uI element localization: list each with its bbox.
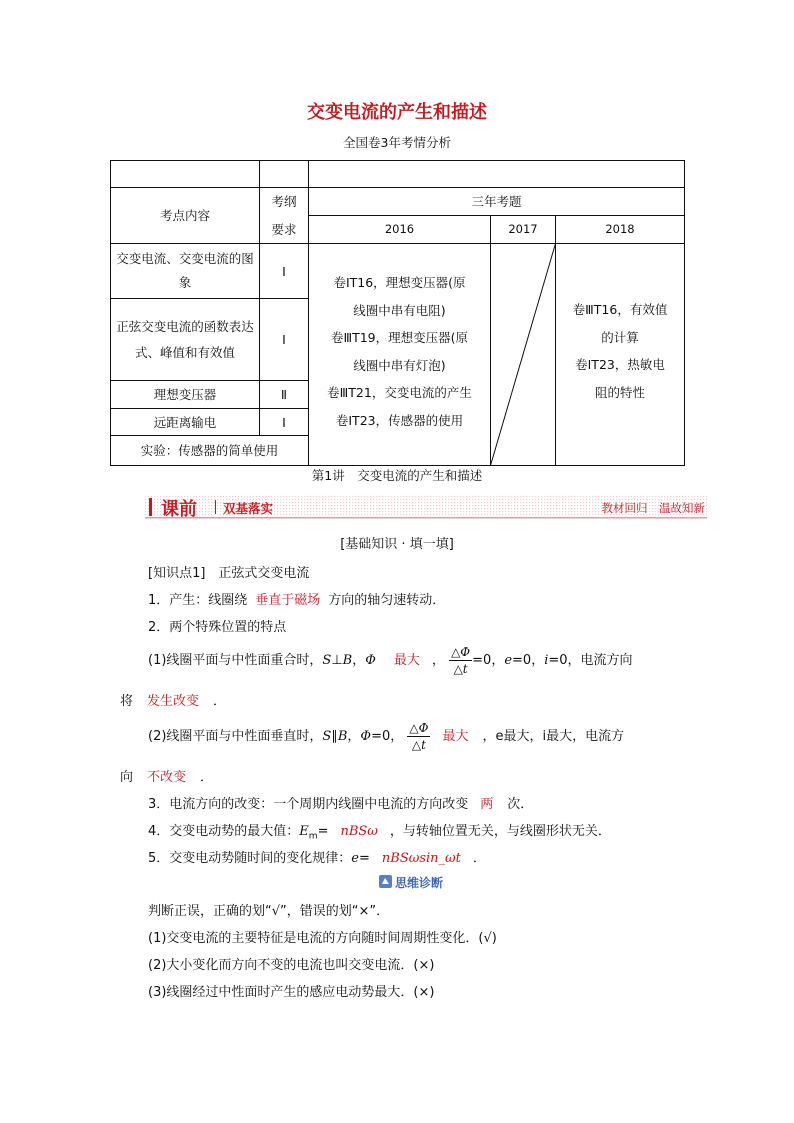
text: ，与转轴位置无关，与线圈形状无关． <box>389 824 611 839</box>
var-e: e <box>351 851 359 866</box>
line-7 <box>148 847 486 866</box>
text: 4．交变电动势的最大值： <box>148 824 300 839</box>
var-S: S <box>322 653 332 668</box>
exam-table <box>0 0 794 500</box>
var-B: B <box>342 653 353 668</box>
text: 1．产生：线圈绕 <box>148 593 248 608</box>
section-title: [基础知识 · 填一填] <box>340 537 454 552</box>
row-req: Ⅰ <box>282 263 286 279</box>
text: =0， <box>512 653 545 668</box>
line-3: (1)线圈平面与中性面重合时，S⊥B，Φ 最大 ， $\frac{\triangle\Phi}{\triangle t}$ =0，e=0，i=0，电流方向 <box>148 645 633 676</box>
cell-2016-line: 卷ⅢT19，理想变压器(原 <box>330 330 469 345</box>
cell-2018-line: 阻的特性 <box>594 384 645 400</box>
line-1 <box>148 589 445 608</box>
fill-answer: nBSωsin_ωt <box>381 851 461 866</box>
row-content-experiment: 实验：传感器的简单使用 <box>140 443 279 458</box>
section-banner <box>145 496 707 520</box>
judge-instruction: 判断正误，正确的划“√”，错误的划“×”． <box>148 904 390 919</box>
row-req: Ⅱ <box>280 387 288 402</box>
cell-2016-line: 卷ⅠT23，传感器的使用 <box>335 412 464 428</box>
text: e最大， <box>495 729 543 744</box>
fill-answer: nBSω <box>340 824 378 839</box>
judge-item: (3)线圈经过中性面时产生的感应电动势最大．(×) <box>148 985 435 1000</box>
knowledge-point-1: [知识点1] 正弦式交变电流 <box>148 566 310 581</box>
banner-big: 课前 <box>161 499 197 520</box>
cell-2016-line: 线圈中串有电阻) <box>353 302 446 318</box>
line-3b <box>120 690 226 709</box>
text: 5．交变电动势随时间的变化规律： <box>148 851 352 866</box>
table-subtitle: 全国卷3年考情分析 <box>343 135 451 150</box>
cell-2018-line: 卷ⅢT16，有效值 <box>572 302 668 317</box>
frac-den: △t <box>453 662 468 676</box>
text: =0，电流方向 <box>548 653 633 668</box>
text: ． <box>213 694 227 709</box>
row-req: Ⅰ <box>282 414 286 430</box>
text: i最大，电流方 <box>542 729 625 744</box>
judge-item: (1)交变电流的主要特征是电流的方向随时间周期性变化．(√) <box>148 931 497 946</box>
year-2016: 2016 <box>384 222 415 236</box>
text: 将 <box>120 694 134 709</box>
cell-2018-line: 卷ⅠT23，热敏电 <box>575 357 665 372</box>
fill-answer: 最大 <box>442 729 469 744</box>
banner-right: 教材回归 温故知新 <box>601 501 705 515</box>
line-6 <box>148 820 611 842</box>
row-content: 远距离输电 <box>153 414 217 430</box>
fill-answer: 垂直于磁场 <box>255 593 321 608</box>
fill-answer: 发生改变 <box>147 694 200 709</box>
text: (1)线圈平面与中性面重合时， <box>148 653 323 668</box>
text: 3．电流方向的改变：一个周期内线圈中电流的方向改变 <box>148 797 469 812</box>
text: 方向的轴匀速转动． <box>328 593 446 608</box>
text: =0， <box>371 729 404 744</box>
var-S: S <box>322 729 332 744</box>
text: =0， <box>472 653 505 668</box>
frac-num: △Φ <box>409 721 429 735</box>
var-e: e <box>504 653 513 668</box>
cell-2018-line: 的计算 <box>601 329 639 345</box>
judge-item: (2)大小变化而方向不变的电流也叫交变电流．(×) <box>148 958 435 973</box>
fraction-dphi-dt <box>407 720 430 753</box>
cell-2016-line: 线圈中串有灯泡) <box>353 357 446 373</box>
var-phi: Φ <box>365 653 376 668</box>
text: = <box>358 851 370 866</box>
lecture-caption: 第1讲 交变电流的产生和描述 <box>311 468 483 483</box>
var-phi: Φ <box>360 729 372 744</box>
fill-answer: 两 <box>480 797 494 812</box>
text: 次． <box>507 797 534 812</box>
subscript: m <box>308 831 318 842</box>
row-content: 交变电流、交变电流的图象 <box>116 251 254 290</box>
year-2017: 2017 <box>508 222 538 236</box>
row-req: Ⅰ <box>282 332 286 347</box>
text: ． <box>200 770 214 785</box>
parallel: ∥ <box>331 729 338 744</box>
header-req-2: 要求 <box>271 222 297 237</box>
fill-answer: 不改变 <box>147 770 187 785</box>
perp: ⊥ <box>331 653 343 668</box>
line-4b <box>120 766 213 785</box>
cell-2016-line: 卷ⅢT21，交变电流的产生 <box>327 385 472 400</box>
text: = <box>317 824 329 839</box>
diagonal-slash <box>491 244 556 466</box>
var-B: B <box>337 729 348 744</box>
cell-2016 <box>309 269 490 434</box>
fraction-dphi-dt <box>449 644 472 677</box>
text: ． <box>472 851 486 866</box>
var-E: E <box>299 824 309 839</box>
cell-2018 <box>556 296 684 406</box>
header-req-1: 考纲 <box>271 194 297 209</box>
banner-small: 双基落实 <box>223 501 274 516</box>
line-2: 2．两个特殊位置的特点 <box>148 620 287 635</box>
cell-2016-line: 卷ⅠT16，理想变压器(原 <box>333 275 466 290</box>
text: 向 <box>120 770 134 785</box>
banner-divider <box>215 500 216 514</box>
text: (2)线圈平面与中性面垂直时， <box>148 729 323 744</box>
header-content: 考点内容 <box>159 208 210 223</box>
row-content: 理想变压器 <box>153 387 217 402</box>
header-three-years: 三年考题 <box>471 194 522 209</box>
diagnosis-icon <box>379 875 392 888</box>
diagnosis-title: 思维诊断 <box>395 876 444 890</box>
page-title: 交变电流的产生和描述 <box>307 102 487 123</box>
fill-answer: 最大 <box>393 653 420 668</box>
year-2018: 2018 <box>605 222 635 236</box>
row-content: 正弦交变电流的函数表达式、峰值和有效值 <box>116 318 254 360</box>
line-5 <box>148 793 533 812</box>
frac-den: △t <box>411 738 426 752</box>
var-i: i <box>544 653 549 668</box>
line-4: (2)线圈平面与中性面垂直时，S∥B，Φ=0， $\frac{\triangle\Phi}{\triangle t}$ 最大 ，e最大，i最大，电流方 <box>148 721 625 752</box>
frac-num: △Φ <box>451 645 471 659</box>
